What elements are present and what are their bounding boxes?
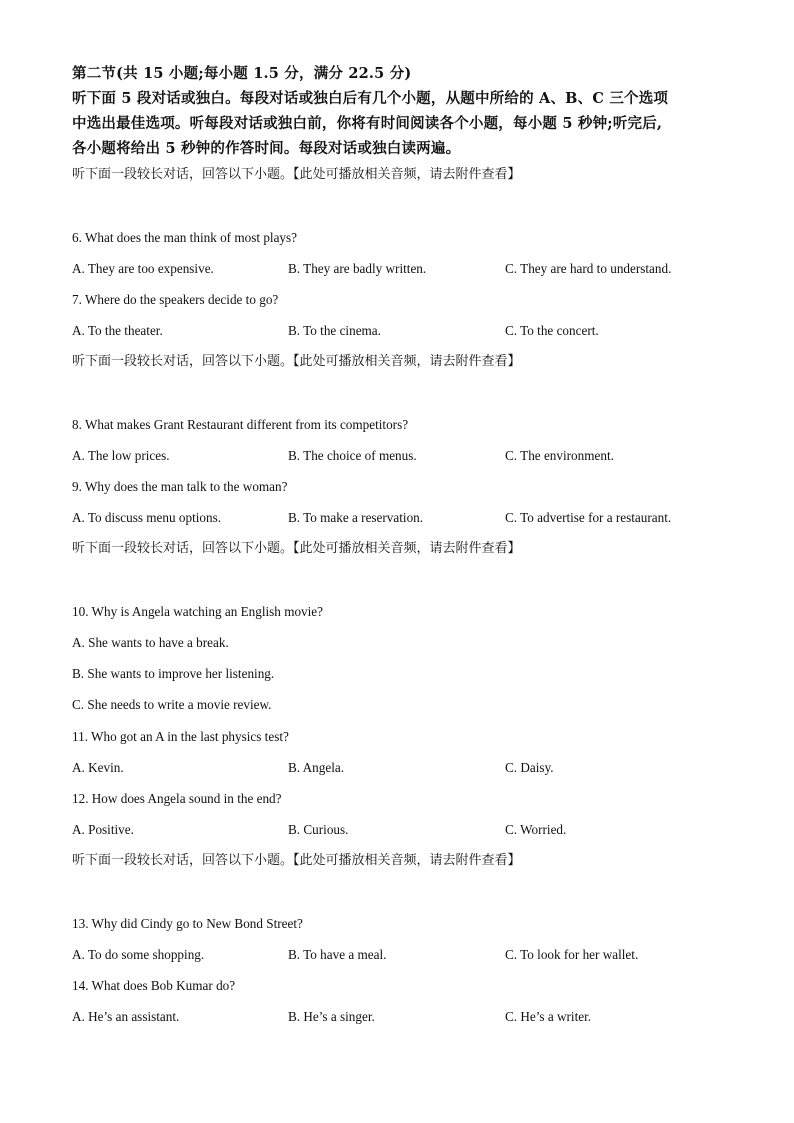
audio-instruction: 听下面一段较长对话，回答以下小题。【此处可播放相关音频，请去附件查看】: [72, 354, 521, 369]
question-8-option-a: A. The low prices.: [72, 448, 170, 463]
question-10-option-a: A. She wants to have a break.: [72, 635, 229, 650]
question-12-option-c: C. Worried.: [505, 822, 567, 837]
question-10: 10. Why is Angela watching an English movie?: [72, 604, 324, 619]
question-9-option-c: C. To advertise for a restaurant.: [505, 510, 672, 525]
directions-line-1: 听下面 5 段对话或独白。每段对话或独白后有几个小题，从题中所给的 A、B、C 三个选项: [72, 90, 669, 107]
section-title: 第二节(共 15 小题;每小题 1.5 分，满分 22.5 分): [72, 65, 412, 82]
directions-line-3: 各小题将给出 5 秒钟的作答时间。每段对话或独白读两遍。: [72, 140, 461, 157]
question-8-option-c: C. The environment.: [505, 448, 614, 463]
question-8: 8. What makes Grant Restaurant different from its competitors?: [72, 417, 409, 432]
audio-instruction: 听下面一段较长对话，回答以下小题。【此处可播放相关音频，请去附件查看】: [72, 167, 521, 182]
directions-line-2: 中选出最佳选项。听每段对话或独白前，你将有时间阅读各个小题，每小题 5 秒钟;听完后,: [72, 115, 663, 132]
question-11-option-a: A. Kevin.: [72, 760, 124, 775]
question-14: 14. What does Bob Kumar do?: [72, 978, 236, 993]
question-7-option-b: B. To the cinema.: [288, 323, 381, 338]
question-13: 13. Why did Cindy go to New Bond Street?: [72, 916, 303, 931]
question-8-option-b: B. The choice of menus.: [288, 448, 417, 463]
question-12: 12. How does Angela sound in the end?: [72, 791, 282, 806]
question-10-option-b: B. She wants to improve her listening.: [72, 666, 275, 681]
question-6-option-b: B. They are badly written.: [288, 261, 427, 276]
question-9-option-b: B. To make a reservation.: [288, 510, 424, 525]
question-6: 6. What does the man think of most plays?: [72, 230, 298, 245]
question-13-option-c: C. To look for her wallet.: [505, 947, 639, 962]
question-11-option-c: C. Daisy.: [505, 760, 554, 775]
question-6-option-c: C. They are hard to understand.: [505, 261, 672, 276]
question-14-option-b: B. He’s a singer.: [288, 1009, 375, 1024]
question-9: 9. Why does the man talk to the woman?: [72, 479, 288, 494]
question-14-option-a: A. He’s an assistant.: [72, 1009, 180, 1024]
question-13-option-a: A. To do some shopping.: [72, 947, 205, 962]
audio-instruction: 听下面一段较长对话，回答以下小题。【此处可播放相关音频，请去附件查看】: [72, 853, 521, 868]
audio-instruction: 听下面一段较长对话，回答以下小题。【此处可播放相关音频，请去附件查看】: [72, 541, 521, 556]
question-6-option-a: A. They are too expensive.: [72, 261, 214, 276]
question-11-option-b: B. Angela.: [288, 760, 345, 775]
question-13-option-b: B. To have a meal.: [288, 947, 387, 962]
question-12-option-b: B. Curious.: [288, 822, 349, 837]
question-11: 11. Who got an A in the last physics test?: [72, 729, 289, 744]
question-7: 7. Where do the speakers decide to go?: [72, 292, 279, 307]
question-9-option-a: A. To discuss menu options.: [72, 510, 222, 525]
question-7-option-a: A. To the theater.: [72, 323, 163, 338]
question-14-option-c: C. He’s a writer.: [505, 1009, 592, 1024]
question-12-option-a: A. Positive.: [72, 822, 134, 837]
question-7-option-c: C. To the concert.: [505, 323, 599, 338]
question-10-option-c: C. She needs to write a movie review.: [72, 697, 272, 712]
